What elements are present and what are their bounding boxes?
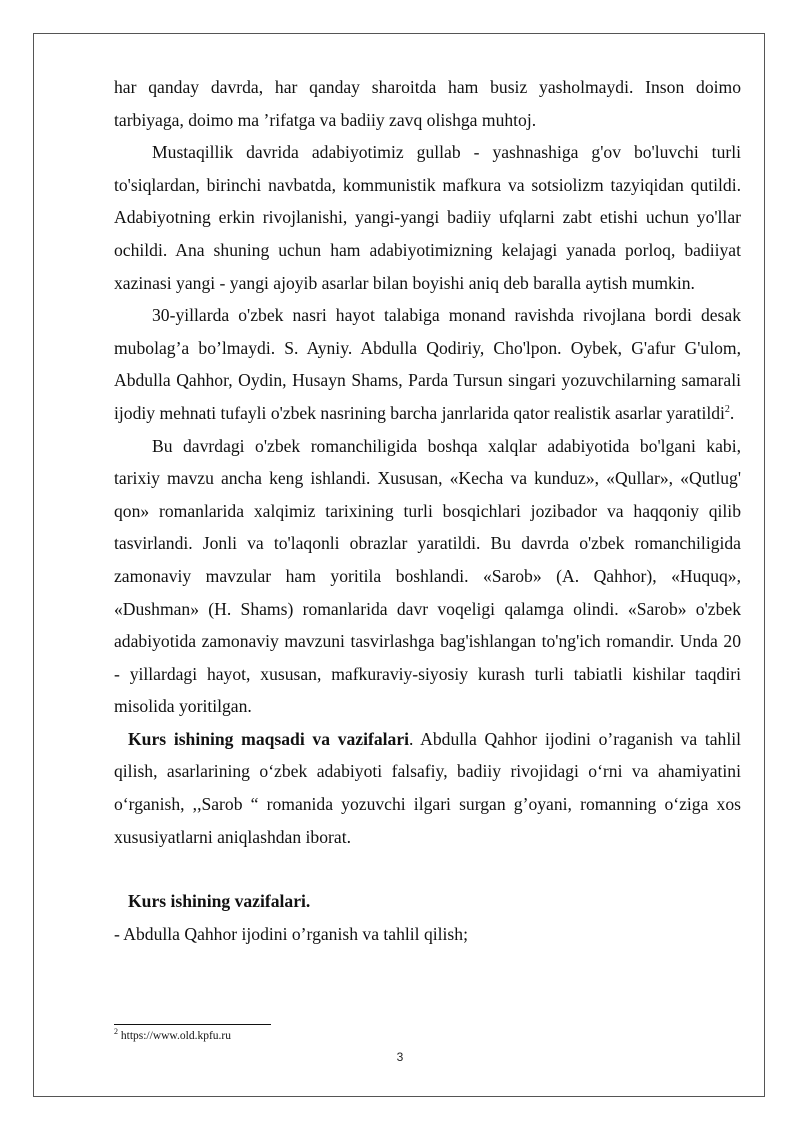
document-body [114, 71, 741, 950]
paragraph-30-yillar-end: . [729, 402, 735, 423]
paragraph-30-yillar-text: 30-yillarda o'zbek nasri hayot talabiga monand ravishda rivojlana bordi desak mubolag’a bo’lmaydi. S. Ayniy. Abdulla Qodiriy, Cho'lpon. Oybek, G'afur G'ulom, Abdulla Qahhor, Oydin, Husayn Shams, Parda Tursun singari yozuvchilarning samarali ijodiy mehnati tufayli o'zbek nasrining barcha janrlarida qator realistik asarlar yaratildi [114, 305, 741, 423]
paragraph-30-yillar [114, 299, 741, 429]
kurs-maqsadi-heading: Kurs ishining maqsadi va vazifalari [128, 728, 410, 749]
footnote-link[interactable]: https://www.old.kpfu.ru [118, 1030, 231, 1042]
kurs-maqsadi-text: . Abdulla Qahhor ijodini o’raganish va tahlil qilish, asarlarining o‘zbek adabiyoti falsafiy, badiiy rivojidagi o‘rni va ahamiyatini o‘rganish, ,,Sarob “ romanida yozuvchi ilgari surgan g’oyani, romanning o‘ziga xos xususiyatlarni aniqlashdan iborat. [114, 728, 742, 847]
footnote-reference[interactable]: 2 [724, 404, 730, 416]
paragraph-mustaqillik: Mustaqillik davrida adabiyotimiz gullab - yashnashiga g'ov bo'luvchi turli to'siqlardan, birinchi navbatda, kommunistik mafkura va sotsiolizm tazyiqidan qutildi. Adabiyotning erkin rivojlanishi, yangi-yangi badiiy ufqlarni zabt etishi uchun yo'llar ochildi. Ana shuning uchun ham adabiyotimizning kelajagi yanada porloq, badiiyat xazinasi yangi - yangi ajoyib asarlar bilan boyishi aniq deb baralla aytish mumkin. [114, 142, 741, 293]
footnote-marker: 2 [114, 1027, 118, 1037]
vazifalar-list-item: - Abdulla Qahhor ijodini o’rganish va tahlil qilish; [114, 923, 468, 944]
paragraph-romanchilik: Bu davrdagi o'zbek romanchiligida boshqa xalqlar adabiyotida bo'lgani kabi, tarixiy mavzu ancha keng ishlandi. Xususan, «Kecha va kunduz», «Qullar», «Qutlug' qon» romanlarida xalqimiz tarixining turli bosqichlari jozibador va haqqoniy qilib tasvirlandi. Jonli va to'laqonli obrazlar yaratildi. Bu davrda o'zbek romanchiligida zamonaviy mavzular ham yoritila boshlandi. «Sarob» (A. Qahhor), «Huquq», «Dushman» (H. Shams) romanlarida davr voqeligi qalamga olindi. «Sarob» o'zbek adabiyotida zamonaviy mavzuni tasvirlashga bag'ishlangan to'ng'ich romandir. Unda 20 - yillardagi hayot, xususan, mafkuraviy-siyosiy kurash turli tabiatli kishilar taqdiri misolida yoritilgan. [114, 435, 741, 717]
paragraph-intro: har qanday davrda, har qanday sharoitda ham busiz yasholmaydi. Inson doimo tarbiyaga, doimo ma ’rifatga va badiiy zavq olishga muhtoj. [114, 77, 741, 130]
blank-line [114, 853, 741, 885]
footnote [114, 1027, 231, 1042]
vazifalar-heading: Kurs ishining vazifalari. [128, 891, 311, 912]
paragraph-kurs-maqsadi [114, 723, 741, 853]
footnote-separator [114, 1024, 271, 1025]
page-number: 3 [396, 1050, 404, 1064]
